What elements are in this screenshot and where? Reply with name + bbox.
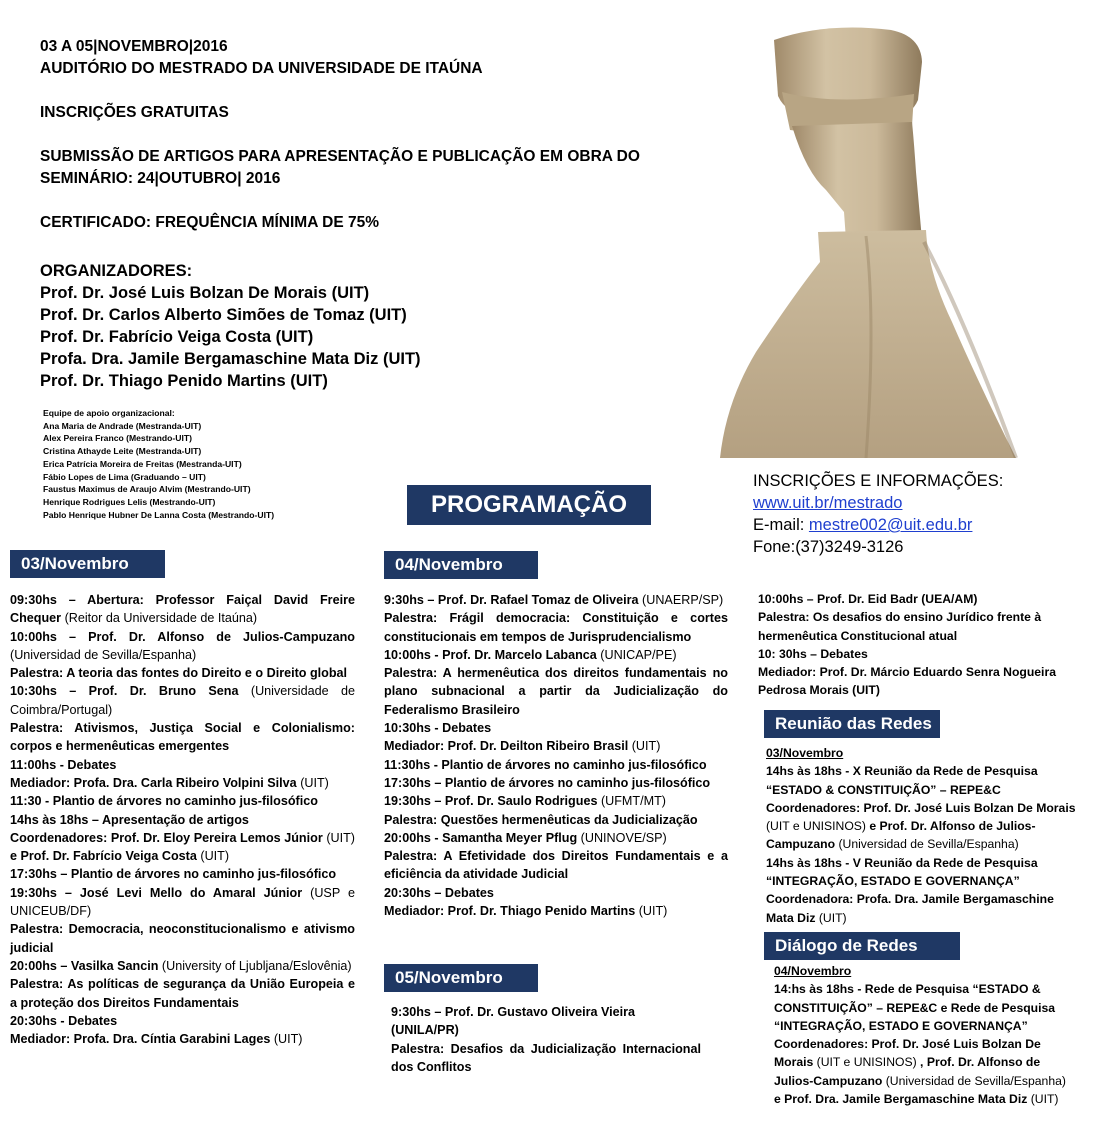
schedule-line: 11:00hs - Debates xyxy=(10,757,117,772)
support-member: Erica Patrícia Moreira de Freitas (Mestranda-UIT) xyxy=(43,458,242,469)
schedule-line: 20:30hs - Debates xyxy=(10,1013,118,1028)
website-link[interactable]: www.uit.br/mestrado xyxy=(753,494,903,512)
day-header-03-nov: 03/Novembro xyxy=(10,550,165,578)
schedule-line: 14hs às 18hs – Apresentação de artigos xyxy=(10,812,249,827)
organizer-item: Prof. Dr. José Luis Bolzan De Morais (UIT) xyxy=(40,284,370,302)
support-member: Ana Maria de Andrade (Mestranda-UIT) xyxy=(43,420,202,431)
organizers-title: ORGANIZADORES: xyxy=(40,262,193,280)
schedule-line: Palestra: A teoria das fontes do Direito e o Direito global xyxy=(10,666,348,681)
day-header-04-nov: 04/Novembro xyxy=(384,551,538,579)
support-member: Alex Pereira Franco (Mestrando-UIT) xyxy=(43,433,192,444)
schedule-line: (UNILA/PR) xyxy=(391,1023,459,1038)
support-team xyxy=(43,407,383,521)
schedule-line: Mediador: Profa. Dra. Carla Ribeiro Volpini Silva (UIT) xyxy=(10,775,329,790)
certificate-info: CERTIFICADO: FREQUÊNCIA MÍNIMA DE 75% xyxy=(40,214,380,231)
phone-info: Fone:(37)3249-3126 xyxy=(753,538,904,556)
schedule-line: 10:30hs – Prof. Dr. Bruno Sena (Universidade de Coimbra/Portugal) xyxy=(10,684,355,717)
submission-deadline: SEMINÁRIO: 24|OUTUBRO| 2016 xyxy=(40,170,281,187)
submission-info: SUBMISSÃO DE ARTIGOS PARA APRESENTAÇÃO E PUBLICAÇÃO EM OBRA DO xyxy=(40,148,640,165)
reuniao-date: 03/Novembro xyxy=(766,746,844,760)
schedule-line: Mediador: Profa. Dra. Cíntia Garabini Lages (UIT) xyxy=(10,1032,303,1047)
dialogo-date: 04/Novembro xyxy=(774,964,852,978)
schedule-line: 17:30hs – Plantio de árvores no caminho jus-filosófico xyxy=(10,867,337,882)
event-dates: 03 A 05|NOVEMBRO|2016 xyxy=(40,38,228,55)
schedule-line: 14hs às 18hs - X Reunião da Rede de Pesquisa “ESTADO & CONSTITUIÇÃO” – REPE&C xyxy=(766,764,1038,797)
schedule-line: 10: 30hs – Debates xyxy=(758,646,868,661)
schedule-line: 19:30hs – José Levi Mello do Amaral Júnior (USP e UNICEUB/DF) xyxy=(10,885,355,919)
schedule-line: Coordenadores: Prof. Dr. José Luis Bolzan De Morais (UIT e UNISINOS) e Prof. Dr. Alfonso de Julios-Campuzano (Universidad de Sevilla/Espanha) xyxy=(766,800,1076,852)
schedule-line: Palestra: Ativismos, Justiça Social e Colonialismo: corpos e hermenêuticas emergentes xyxy=(10,721,355,754)
email-link[interactable]: mestre002@uit.edu.br xyxy=(808,516,973,534)
reuniao-header: Reunião das Redes xyxy=(764,710,940,738)
organizer-item: Prof. Dr. Carlos Alberto Simões de Tomaz (UIT) xyxy=(40,306,407,324)
schedule-line: 10:00hs – Prof. Dr. Alfonso de Julios-Campuzano (Universidad de Sevilla/Espanha) xyxy=(10,629,355,662)
support-member: Fábio Lopes de Lima (Graduando – UIT) xyxy=(43,471,206,482)
reuniao-schedule xyxy=(766,744,1078,927)
support-team-title: Equipe de apoio organizacional: xyxy=(43,408,175,418)
schedule-line: Coordenadora: Profa. Dra. Jamile Bergamaschine Mata Diz (UIT) xyxy=(766,892,1054,925)
day-header-05-nov: 05/Novembro xyxy=(384,964,538,992)
schedule-line: Palestra: Os desafios do ensino Jurídico frente à hermenêutica Constitucional atual xyxy=(758,610,1042,643)
organizer-item: Prof. Dr. Thiago Penido Martins (UIT) xyxy=(40,372,328,390)
schedule-line: 11:30hs - Plantio de árvores no caminho jus-filosófico xyxy=(384,757,707,772)
schedule-line: Palestra: A hermenêutica dos direitos fundamentais no plano subnacional a partir da Judicialização do Federalismo Brasileiro xyxy=(384,666,728,717)
schedule-line: Palestra: As políticas de segurança da União Europeia e a proteção dos Direitos Fundamentais xyxy=(10,977,355,1010)
schedule-line: 14hs às 18hs - V Reunião da Rede de Pesquisa “INTEGRAÇÃO, ESTADO E GOVERNANÇA” xyxy=(766,855,1038,889)
schedule-line: 10:00hs – Prof. Dr. Eid Badr (UEA/AM) xyxy=(758,592,978,606)
schedule-line: 9:30hs – Prof. Dr. Rafael Tomaz de Oliveira (UNAERP/SP) xyxy=(384,593,724,607)
schedule-line: 20:30hs – Debates xyxy=(384,885,494,900)
schedule-line: Palestra: Questões hermenêuticas da Judicialização xyxy=(384,812,698,827)
col3-schedule xyxy=(758,590,1074,700)
schedule-line: Palestra: A Efetividade dos Direitos Fundamentais e a eficiência da atividade Judicial xyxy=(384,849,728,882)
schedule-line: 20:00hs – Vasilka Sancin (University of Ljubljana/Eslovênia) xyxy=(10,958,352,973)
contact-title: INSCRIÇÕES E INFORMAÇÕES: xyxy=(753,472,1004,490)
support-member: Henrique Rodrigues Lelis (Mestrando-UIT) xyxy=(43,496,216,507)
organizer-item: Prof. Dr. Fabrício Veiga Costa (UIT) xyxy=(40,328,314,346)
schedule-line: Palestra: Desafios da Judicialização Internacional dos Conflitos xyxy=(391,1041,701,1074)
event-header xyxy=(40,36,680,234)
schedule-line: Mediador: Prof. Dr. Deilton Ribeiro Brasil (UIT) xyxy=(384,739,661,754)
event-venue: AUDITÓRIO DO MESTRADO DA UNIVERSIDADE DE ITAÚNA xyxy=(40,60,483,77)
justice-statue-image xyxy=(716,22,1034,458)
schedule-line: 20:00hs - Samantha Meyer Pflug (UNINOVE/SP) xyxy=(384,830,667,845)
schedule-line: 09:30hs – Abertura: Professor Faiçal David Freire Chequer (Reitor da Universidade de Itaúna) xyxy=(10,593,355,626)
schedule-line: 11:30 - Plantio de árvores no caminho jus-filosófico xyxy=(10,794,318,809)
day3-schedule xyxy=(391,1003,701,1076)
schedule-line: Palestra: Democracia, neoconstitucionalismo e ativismo judicial xyxy=(10,922,355,955)
schedule-line: Coordenadores: Prof. Dr. José Luis Bolzan De Morais (UIT e UNISINOS) , Prof. Dr. Alfonso de Julios-Campuzano (Universidad de Sevilla/Espanha) e Prof. Dra. Jamile Bergamaschine Mata Diz (UIT) xyxy=(774,1037,1066,1107)
support-member: Pablo Henrique Hubner De Lanna Costa (Mestrando-UIT) xyxy=(43,509,275,520)
dialogo-header: Diálogo de Redes xyxy=(764,932,960,960)
day1-schedule xyxy=(10,591,355,1048)
schedule-line: Palestra: Frágil democracia: Constituição e cortes constitucionais em tempos de Jurisprudencialismo xyxy=(384,611,728,644)
schedule-line: Mediador: Prof. Dr. Thiago Penido Martins (UIT) xyxy=(384,904,668,919)
schedule-line: 14:hs às 18hs - Rede de Pesquisa “ESTADO & CONSTITUIÇÃO” – REPE&C e Rede de Pesquisa “INTEGRAÇÃO, ESTADO E GOVERNANÇA” xyxy=(774,982,1056,1033)
support-member: Cristina Athayde Leite (Mestranda-UIT) xyxy=(43,446,202,457)
support-member: Faustus Maximus de Araujo Alvim (Mestrando-UIT) xyxy=(43,484,251,495)
email-label: E-mail: xyxy=(753,516,809,534)
schedule-line: Coordenadores: Prof. Dr. Eloy Pereira Lemos Júnior (UIT) e Prof. Dr. Fabrício Veiga Costa (UIT) xyxy=(10,830,355,864)
schedule-line: 19:30hs – Prof. Dr. Saulo Rodrigues (UFMT/MT) xyxy=(384,794,666,809)
organizer-item: Profa. Dra. Jamile Bergamaschine Mata Diz (UIT) xyxy=(40,350,421,368)
schedule-line: Mediador: Prof. Dr. Márcio Eduardo Senra Nogueira Pedrosa Morais (UIT) xyxy=(758,665,1056,698)
schedule-line: 10:30hs - Debates xyxy=(384,721,492,736)
registration-info: INSCRIÇÕES GRATUITAS xyxy=(40,104,229,121)
schedule-line: 9:30hs – Prof. Dr. Gustavo Oliveira Vieira xyxy=(391,1005,636,1019)
day2-schedule xyxy=(384,591,728,920)
contact-info xyxy=(753,470,1093,558)
dialogo-schedule xyxy=(774,962,1074,1108)
schedule-line: 10:00hs - Prof. Dr. Marcelo Labanca (UNICAP/PE) xyxy=(384,647,677,662)
organizers xyxy=(40,260,680,392)
programacao-title: PROGRAMAÇÃO xyxy=(407,485,651,525)
schedule-line: 17:30hs – Plantio de árvores no caminho jus-filosófico xyxy=(384,775,711,790)
